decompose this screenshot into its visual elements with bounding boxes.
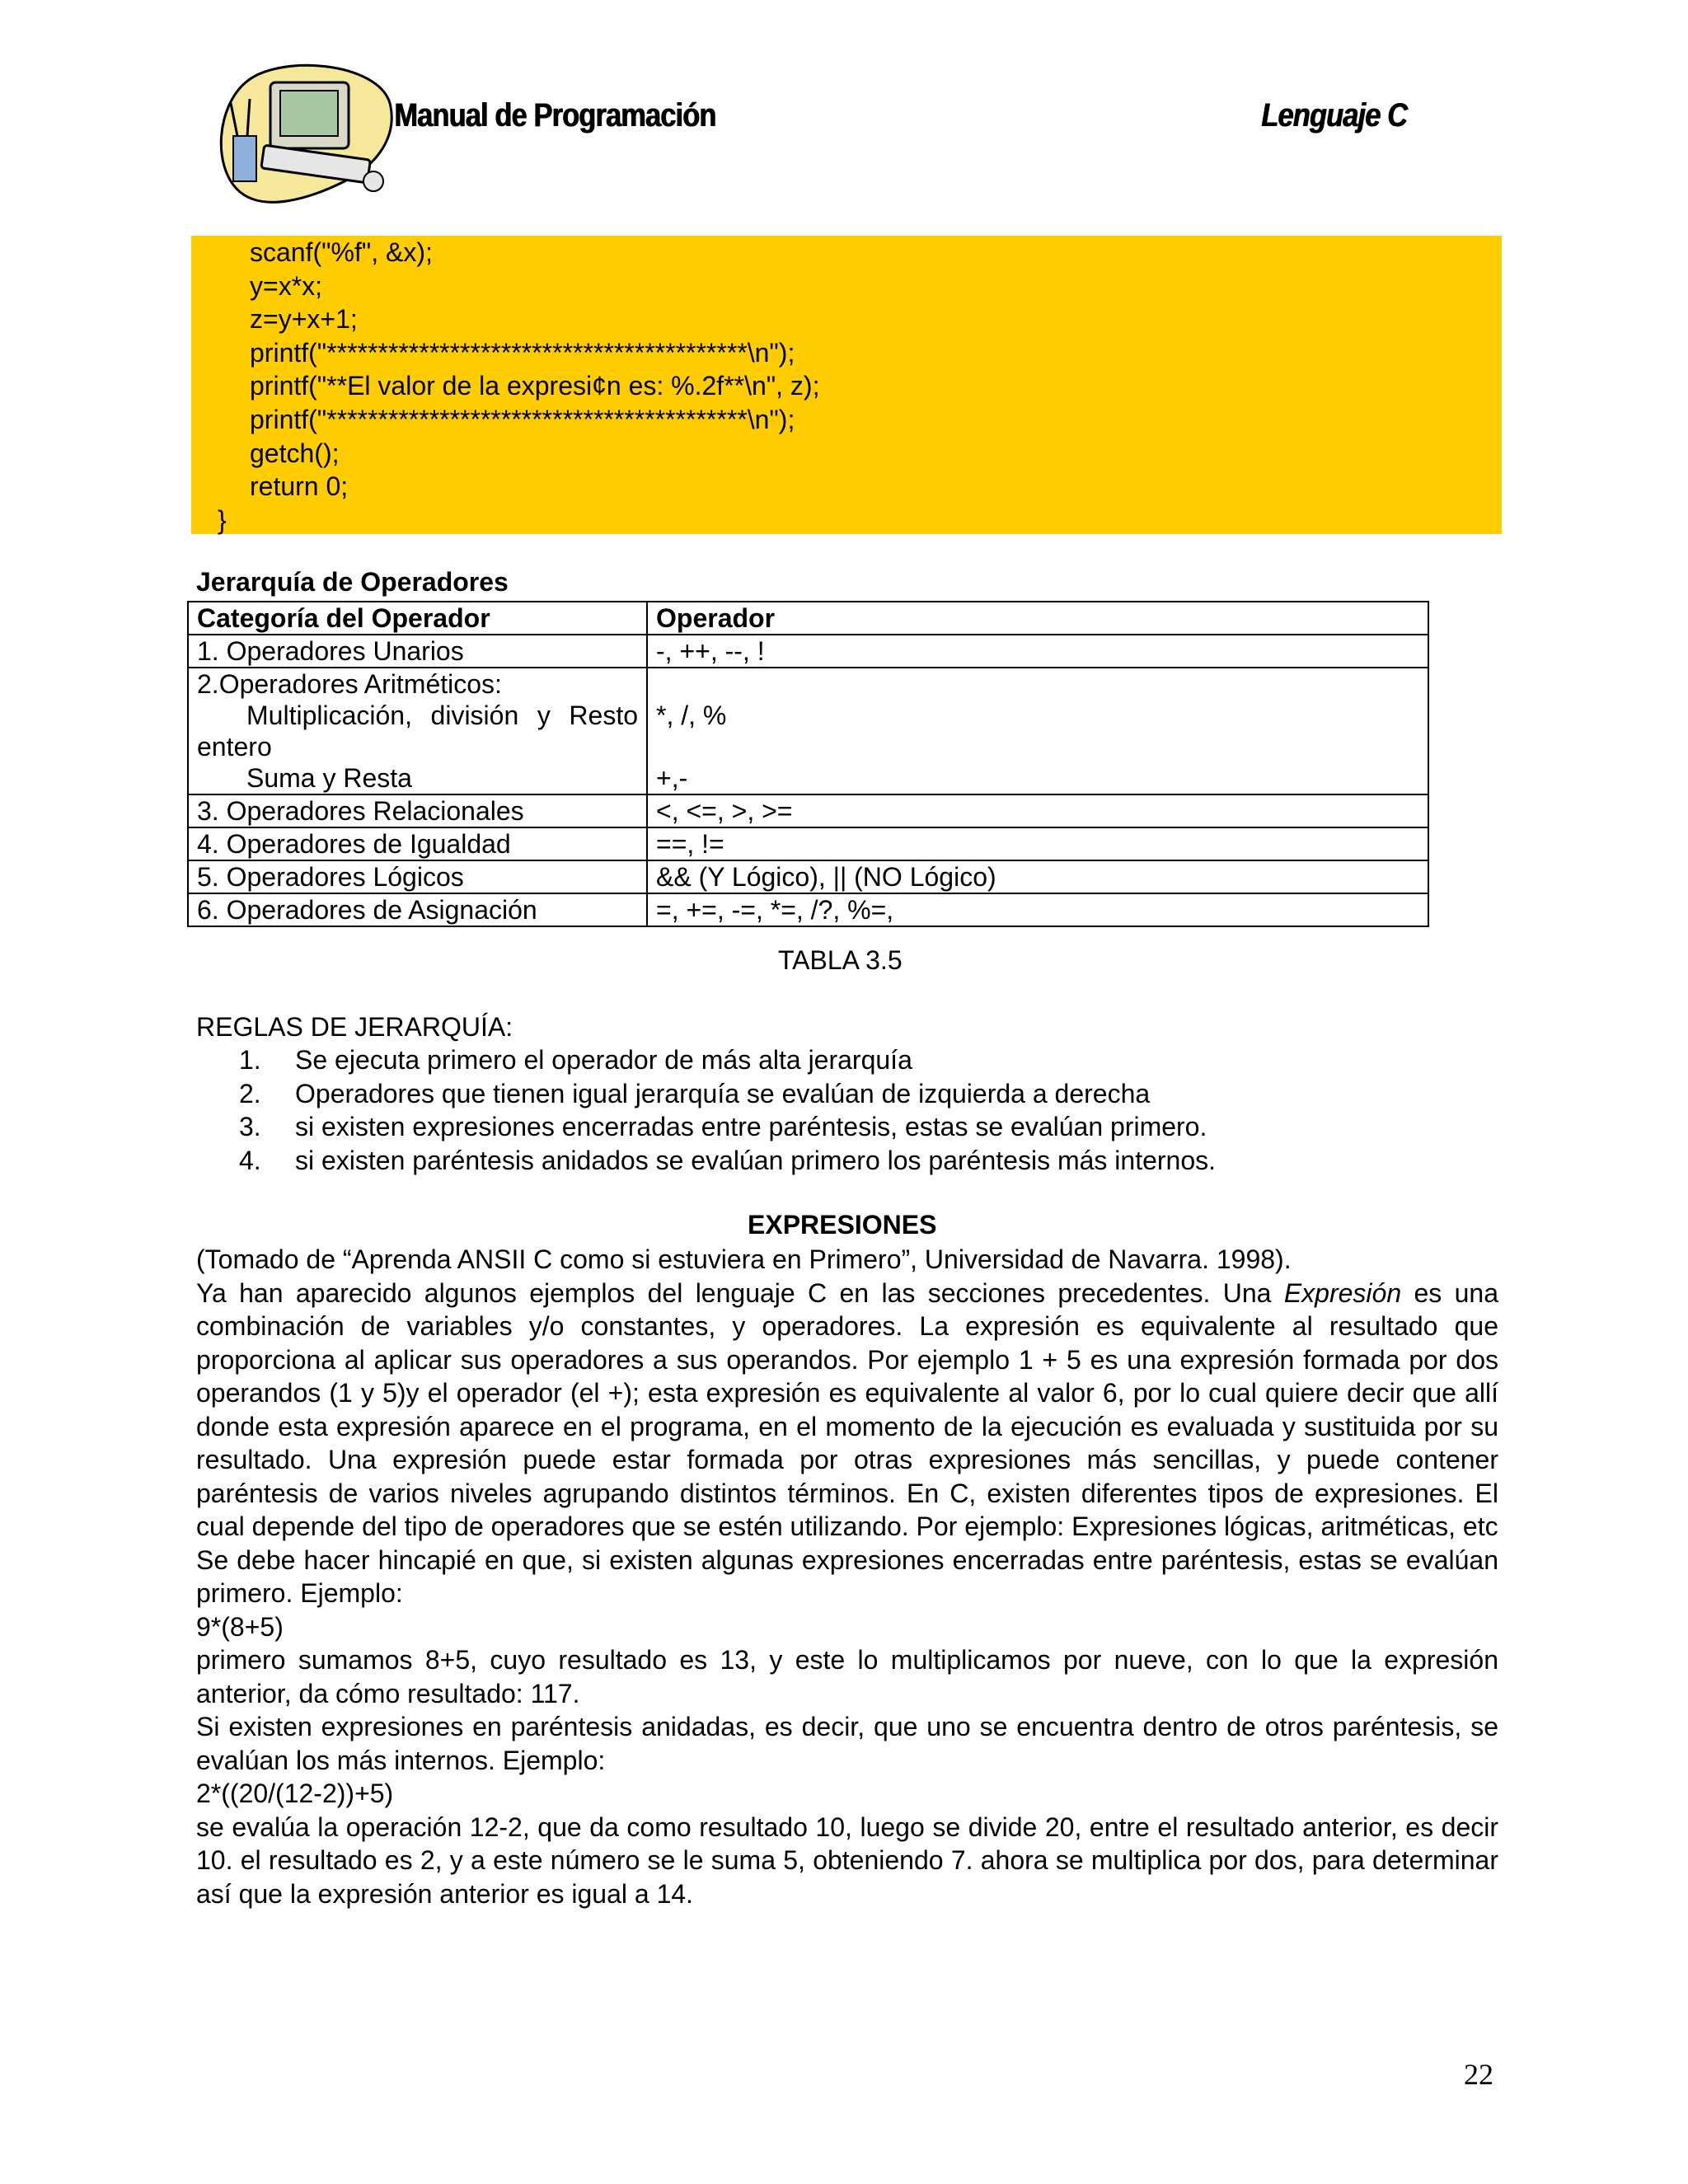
table-row <box>188 635 1428 668</box>
p1-emphasis: Expresión <box>1283 1277 1402 1308</box>
code-block <box>191 236 1502 534</box>
expression-example: 9*(8+5) <box>196 1611 284 1642</box>
list-item <box>239 1077 1216 1111</box>
table-cell: <, <=, >, >= <box>647 794 1428 827</box>
rules-heading: REGLAS DE JERARQUÍA: <box>196 1012 513 1042</box>
list-item <box>239 1144 1216 1178</box>
table-row <box>188 860 1428 893</box>
code-line: printf("**El valor de la expresi¢n es: %.2f**\n", z); <box>250 371 820 401</box>
table-cell: && (Y Lógico), || (NO Lógico) <box>647 860 1428 893</box>
expression-example: 2*((20/(12-2))+5) <box>196 1779 394 1808</box>
code-closing-brace: } <box>218 504 227 535</box>
table-header-row <box>188 602 1428 635</box>
table-cell <box>188 668 647 794</box>
arith-sub2-op: +,- <box>656 763 688 793</box>
expressions-paragraph: primero sumamos 8+5, cuyo resultado es 13, y este lo multiplicamos por nueve, con lo que la expresión anterior, da cómo resultado: 117. <box>196 1645 1498 1708</box>
table-cell: 1. Operadores Unarios <box>188 635 647 668</box>
rule-text: Se ejecuta primero el operador de más alta jerarquía <box>295 1045 912 1075</box>
arith-sub1-label: Multiplicación, división y Resto <box>246 701 638 730</box>
table-caption: TABLA 3.5 <box>778 945 903 975</box>
rule-text: Operadores que tienen igual jerarquía se evalúan de izquierda a derecha <box>295 1078 1151 1108</box>
rule-number: 2. <box>239 1078 261 1108</box>
p1-after: es una combinación de variables y/o constantes, y operadores. La expresión es equivalente al resultado que proporciona al aplicar sus operadores a sus operandos. Por ejemplo 1 + 5 es una expresión formada por dos operandos (1 y 5)y el operador (el +); esta expresión es equivalente al valor 6, por lo cual quiere decir que allí donde esta expresión aparece en el programa, en el momento de la ejecución es evaluada y sustituida por su resultado. Una expresión puede estar formada por otras expresiones más sencillas, y puede contener paréntesis de varios niveles agrupando distintos términos. En C, existen diferentes tipos de expresiones. El cual depende del tipo de operadores que se estén utilizando. Por ejemplo: Expresiones lógicas, aritméticas, etc <box>196 1277 1499 1541</box>
operators-table <box>187 601 1429 927</box>
expressions-source: (Tomado de “Aprenda ANSII C como si estuviera en Primero”, Universidad de Navarra. 1998). <box>196 1244 1292 1274</box>
expressions-paragraph: Si existen expresiones en paréntesis anidadas, es decir, que uno se encuentra dentro de otros paréntesis, se evalúan los más internos. Ejemplo: <box>196 1712 1498 1775</box>
rule-number: 4. <box>239 1145 261 1175</box>
expressions-paragraph: Se debe hacer hincapié en que, si existen algunas expresiones encerradas entre paréntesis, estas se evalúan primero. Ejemplo: <box>196 1544 1498 1608</box>
table-cell: =, +=, -=, *=, /?, %=, <box>647 893 1428 926</box>
code-line: printf("*****************************************\n"); <box>250 337 795 368</box>
table-row <box>188 794 1428 827</box>
expressions-paragraph <box>196 1277 1498 1544</box>
rule-number: 1. <box>239 1045 261 1075</box>
table-row <box>188 827 1428 860</box>
table-header-category: Categoría del Operador <box>188 602 647 635</box>
arith-sub1-op: *, /, % <box>656 701 727 730</box>
code-line: return 0; <box>250 471 349 502</box>
code-line: scanf("%f", &x); <box>250 237 433 267</box>
rule-text: si existen paréntesis anidados se evalúan primero los paréntesis más internos. <box>295 1145 1217 1175</box>
arith-sub1-cont: entero <box>197 732 272 762</box>
table-cell: 5. Operadores Lógicos <box>188 860 647 893</box>
expressions-heading: EXPRESIONES <box>748 1210 937 1240</box>
hierarchy-heading: Jerarquía de Operadores <box>196 567 509 597</box>
table-cell <box>647 668 1428 794</box>
arith-title: 2.Operadores Aritméticos: <box>197 669 502 699</box>
table-cell: 3. Operadores Relacionales <box>188 794 647 827</box>
table-cell: -, ++, --, ! <box>647 635 1428 668</box>
rules-list <box>239 1043 1216 1177</box>
rule-number: 3. <box>239 1112 261 1141</box>
code-line: getch(); <box>250 438 340 468</box>
code-line: z=y+x+1; <box>250 304 358 335</box>
table-header-operator: Operador <box>647 602 1428 635</box>
code-line: y=x*x; <box>250 270 323 301</box>
page-number: 22 <box>1464 2058 1493 2091</box>
expressions-paragraph: se evalúa la operación 12-2, que da como resultado 10, luego se divide 20, entre el resultado anterior, es decir 10. el resultado es 2, y a este número se le suma 5, obteniendo 7. ahora se multiplica por dos, para determinar así que la expresión anterior es igual a 14. <box>196 1811 1498 1909</box>
p1-before: Ya han aparecido algunos ejemplos del lenguaje C en las secciones precedentes. Una <box>196 1277 1284 1308</box>
rule-text: si existen expresiones encerradas entre paréntesis, estas se evalúan primero. <box>295 1112 1207 1141</box>
table-row <box>188 893 1428 926</box>
list-item <box>239 1110 1216 1144</box>
computer-logo-icon <box>213 58 396 223</box>
header-left-title: Manual de Programación <box>394 97 716 134</box>
code-line: printf("*****************************************\n"); <box>250 404 795 434</box>
list-item <box>239 1043 1216 1077</box>
expressions-body <box>196 1243 1498 1910</box>
header-right-title: Lenguaje C <box>1261 97 1407 134</box>
table-cell: ==, != <box>647 827 1428 860</box>
table-cell: 4. Operadores de Igualdad <box>188 827 647 860</box>
arith-sub2-label: Suma y Resta <box>246 763 412 793</box>
table-row <box>188 668 1428 794</box>
table-cell: 6. Operadores de Asignación <box>188 893 647 926</box>
